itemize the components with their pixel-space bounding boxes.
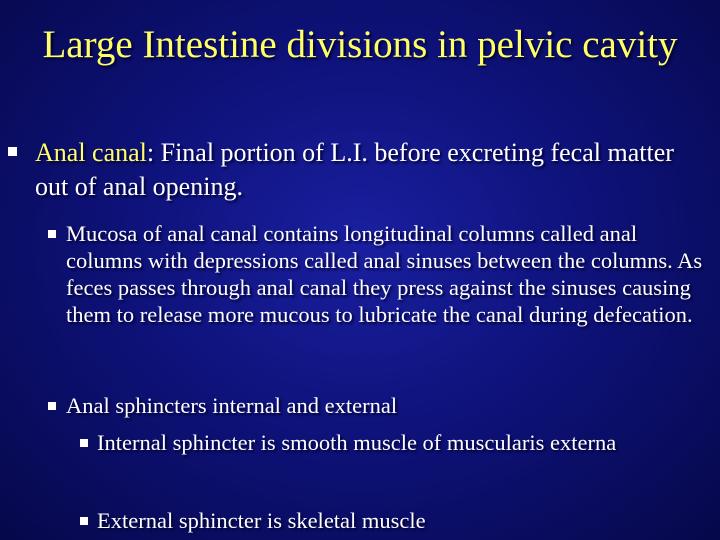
sub-bullet-sphincters [48,392,713,419]
bullet-text: Mucosa of anal canal contains longitudinal columns called anal columns with depressions called anal sinuses between the columns. As feces passes through anal canal they press against the sinuses causing them to release more mucous to lubricate the canal during defecation. [66,221,703,327]
sub-sub-bullet-internal [80,429,710,456]
slide-title: Large Intestine divisions in pelvic cavity [42,23,678,66]
bullet-text: Internal sphincter is smooth muscle of muscularis externa [97,430,617,455]
square-bullet-icon [48,402,56,410]
square-bullet-icon [8,147,17,156]
bullet-text: : Final portion of L.I. before excreting fecal matter out of anal opening. [35,138,674,201]
bullet-text: External sphincter is skeletal muscle [97,508,426,533]
sub-sub-bullet-external [80,507,710,534]
square-bullet-icon [80,517,88,525]
bullet-text: Anal sphincters internal and external [66,393,398,418]
square-bullet-icon [80,439,88,447]
bullet-anal-canal [8,136,698,204]
term-anal-canal: Anal canal [35,138,147,167]
sub-bullet-mucosa [48,220,713,328]
square-bullet-icon [48,230,56,238]
